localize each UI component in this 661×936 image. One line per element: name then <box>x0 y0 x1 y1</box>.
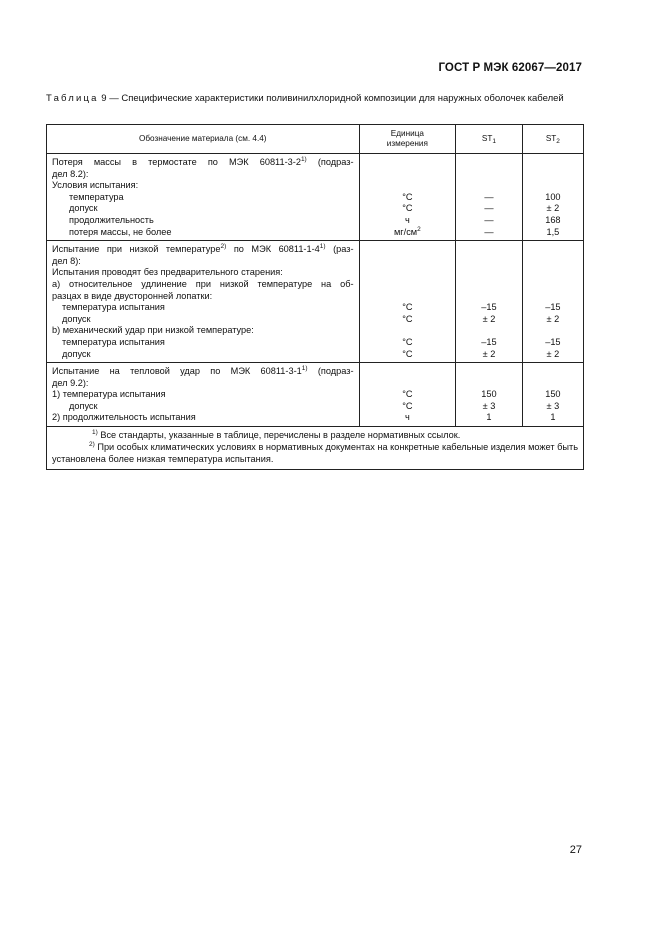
group3-description: Испытание на тепловой удар по МЭК 60811-3-1$^{1)}$ (подраз- дел 9.2): 1) температура испытания допуск 2) продолжительность испытания <box>47 363 360 427</box>
group1-description: Потеря массы в термостате по МЭК 60811-3-2$^{1)}$ (подраз- дел 8.2): Условия испытания: температура допуск продолжительность потеря массы, не более <box>47 154 360 241</box>
page-number: 27 <box>569 844 582 856</box>
group2-st1: –15 ± 2 –15 ± 2 <box>456 241 523 363</box>
group3-title: Испытание на тепловой удар по МЭК 60811-3-1$^{1)}$ (подраз- <box>52 365 354 377</box>
col-header-unit: Единица измерения <box>359 125 456 154</box>
footnote-2: $^{2)}$ При особых климатических условиях в нормативных документах на конкретные кабельные изделия может быть установлена более низкая температура испытания. <box>52 440 578 464</box>
col-header-material: Обозначение материала (см. 4.4) <box>47 125 360 154</box>
table-header-row <box>47 125 584 154</box>
table-caption <box>46 93 584 105</box>
group1-st1: — — — — <box>456 154 523 241</box>
footnotes-cell <box>47 427 584 470</box>
group2-st2: –15 ± 2 –15 ± 2 <box>522 241 583 363</box>
col-header-st2: $ST_2$ <box>522 125 583 154</box>
group3-st2: 150 ± 3 1 <box>522 363 583 427</box>
group2-units: °C °C °C °C <box>359 241 456 363</box>
col-header-st1: $ST_1$ <box>456 125 523 154</box>
table-group-heat-shock <box>47 363 584 427</box>
group1-units: °C °C ч $мг/см^2$ <box>359 154 456 241</box>
group1-st2: 100 ± 2 168 1,5 <box>522 154 583 241</box>
group3-units: °C °C ч <box>359 363 456 427</box>
group3-st1: 150 ± 3 1 <box>456 363 523 427</box>
table-footnotes <box>47 427 584 470</box>
group1-title: Потеря массы в термостате по МЭК 60811-3-2$^{1)}$ (подраз- <box>52 156 354 167</box>
characteristics-table <box>46 124 584 470</box>
group2-description: Испытание при низкой температуре$^{2)}$ по МЭК 60811-1-4$^{1)}$ (раз- дел 8): Испытания проводят без предварительного старения: а) относительное удлинение при низкой температуре на об- разцах в виде двусторонней лопатки: температура испытания допуск b) механический удар при низкой температуре: температура испытания допуск <box>47 241 360 363</box>
table-group-low-temperature <box>47 241 584 363</box>
table-caption-prefix: Таблица <box>46 93 99 104</box>
table-caption-text: 9 — Специфические характеристики поливинилхлоридной композиции для наружных оболочек кабелей <box>98 93 564 104</box>
table-group-mass-loss <box>47 154 584 241</box>
footnote-1: $^{1)}$ Все стандарты, указанные в таблице, перечислены в разделе нормативных ссылок. <box>92 429 461 441</box>
document-header: ГОСТ Р МЭК 62067—2017 <box>438 62 582 74</box>
group2-title: Испытание при низкой температуре$^{2)}$ по МЭК 60811-1-4$^{1)}$ (раз- <box>52 243 354 255</box>
